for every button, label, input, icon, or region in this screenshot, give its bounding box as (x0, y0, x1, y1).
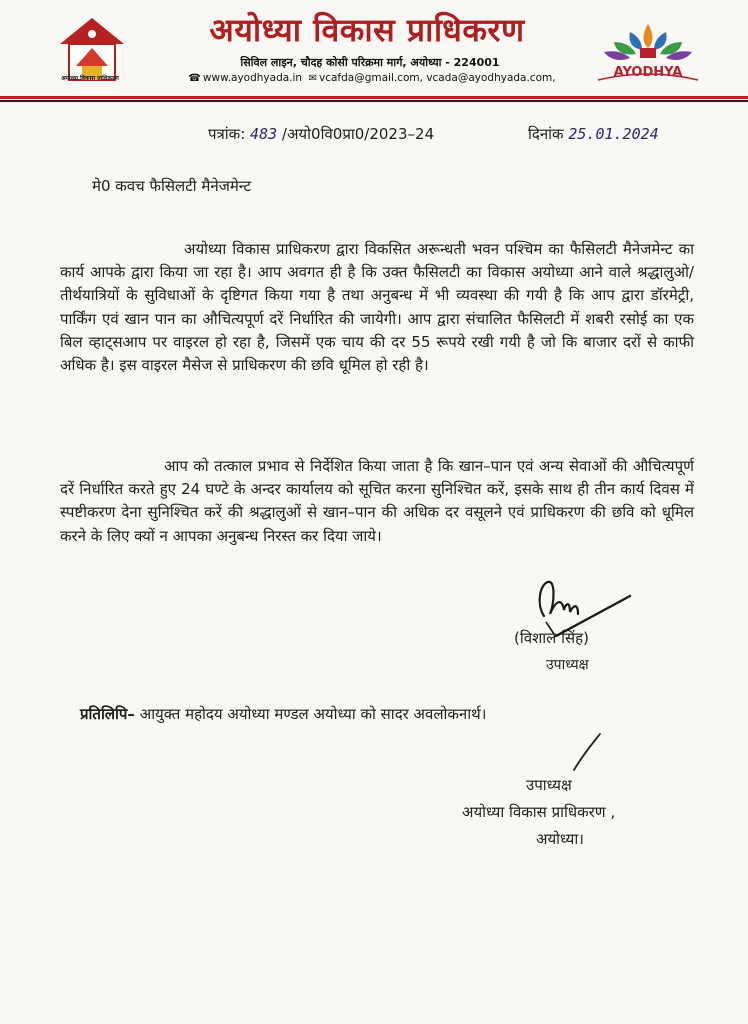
letterhead (0, 0, 748, 108)
date-label: दिनांक (528, 125, 564, 143)
body-paragraph-1: अयोध्या विकास प्राधिकरण द्वारा विकसित अरून्धती भवन पश्चिम का फैसिलटी मैनेजमेन्ट का कार्य आपके द्वारा किया जा रहा है। आप अवगत ही है कि उक्त फैसिलटी का विकास अयोध्या आने वाले श्रद्धालुओ/तीर्थयात्रियों के सुविधाओं के दृष्टिगत किया गया है तथा अनुबन्ध में भी व्यवस्था की गयी है कि आप द्वारा डॉरमेट्री, पार्किंग एवं खान पान का औचित्यपूर्ण दरें निर्धारित की जायेगी। आप द्वारा संचालित फैसिलटी में शबरी रसोई का एक बिल व्हाट्सआप पर वाइरल हो रहा है, जिसमें एक चाय की दर 55 रूपये रखी गयी है जो कि बाजार दरों से काफी अधिक है। इस वाइरल मैसेज से प्राधिकरण की छवि धूमिल हो रही है। (60, 240, 694, 375)
body-paragraph-2: आप को तत्काल प्रभाव से निर्देशित किया जाता है कि खान–पान एवं अन्य सेवाओं की औचित्यपूर्ण दरें निर्धारित करते हुए 24 घण्टे के अन्दर कार्यालय को सूचित करना सुनिश्चित करें, इसके साथ ही तीन कार्य दिवस में स्पष्टीकरण देना सुनिश्चित करें की श्रद्धालुओं से खान–पान की अधिक दर वसूलने एवं प्राधिकरण की छवि को धूमिल करने के लिए क्यों न आपका अनुबन्ध निरस्त कर दिया जाये। (60, 457, 694, 545)
footer-title: उपाध्यक्ष (526, 776, 572, 794)
date-handwritten: 25.01.2024 (568, 125, 659, 143)
copy-text: आयुक्त महोदय अयोध्या मण्डल अयोध्या को सादर अवलोकनार्थ। (139, 705, 487, 723)
header-rule-red (0, 96, 748, 99)
reference-suffix: /अयो0वि0प्रा0/2023–24 (281, 125, 435, 143)
reference-handwritten-number: 483 (250, 125, 278, 143)
contact-line (172, 72, 572, 84)
email-icon: ✉ (305, 73, 317, 84)
signatory-name: (विशाल सिंह) (514, 629, 589, 647)
addressee: मे0 कवच फैसिलटी मैनेजमेन्ट (92, 177, 252, 195)
logo-caption: अयोध्या विकास प्राधिकरण (61, 75, 119, 82)
office-address: सिविल लाइन, चौदह कोसी परिक्रमा मार्ग, अयोध्या - 224001 (240, 56, 500, 69)
letter-date (528, 124, 659, 144)
footer-organization: अयोध्या विकास प्राधिकरण , (462, 803, 616, 821)
logo-wordmark: AYODHYA (613, 65, 683, 80)
reference-number (208, 124, 434, 144)
signatory-title: उपाध्यक्ष (546, 657, 589, 673)
issuing-authority (462, 772, 702, 853)
reference-label: पत्रांक: (208, 125, 246, 143)
copy-to (80, 704, 486, 724)
footer-city: अयोध्या। (536, 830, 584, 848)
organization-name: अयोध्या विकास प्राधिकरण (209, 11, 525, 49)
initial-mark (566, 730, 606, 774)
ayodhya-city-logo (588, 18, 708, 84)
email-1: vcafda@gmail.com, (318, 72, 423, 84)
copy-label: प्रतिलिपि– (80, 705, 135, 723)
header-rule-black (0, 100, 748, 102)
phone-icon: ☎ (188, 73, 201, 84)
email-2: vcada@ayodhyada.com, (426, 72, 556, 84)
website: www.ayodhyada.in (202, 72, 303, 84)
